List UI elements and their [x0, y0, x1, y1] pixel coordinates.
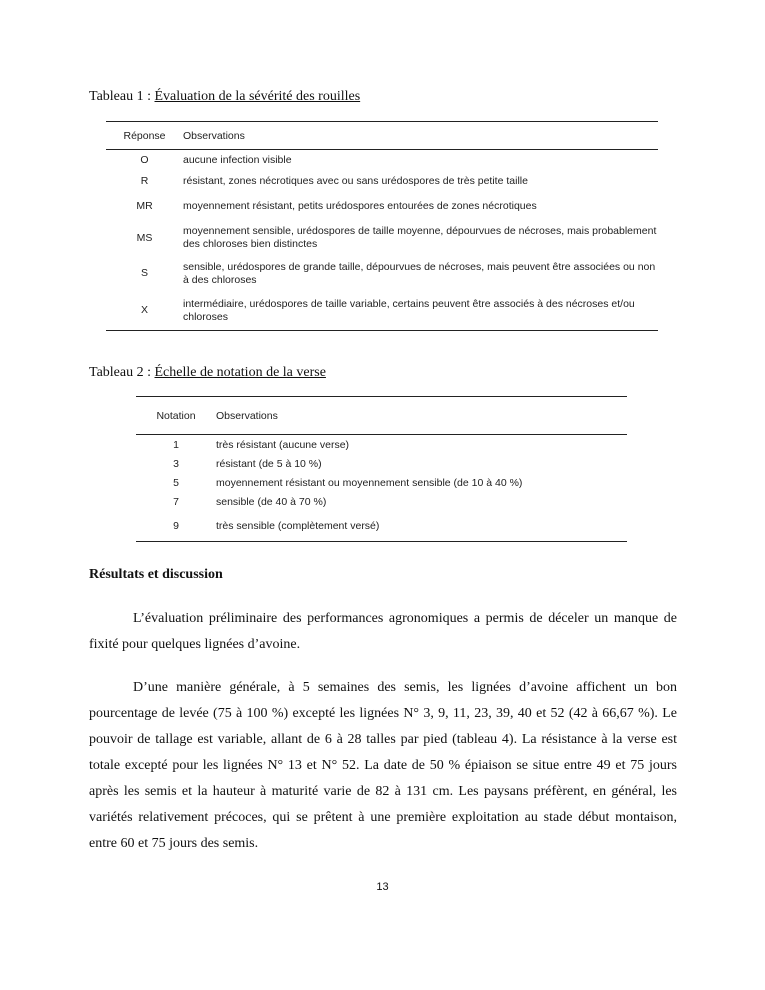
row-observation: sensible, urédospores de grande taille, dépourvues de nécroses, mais peuvent être associées ou non à des chloroses	[183, 260, 656, 286]
row-observation: très sensible (complètement versé)	[216, 520, 380, 533]
section-heading: Résultats et discussion	[89, 567, 223, 582]
table2-caption-prefix: Tableau 2 :	[89, 365, 155, 380]
table-row	[136, 493, 627, 512]
row-code: MR	[136, 200, 153, 212]
column-header-observations: Observations	[216, 409, 278, 422]
column-header-response: Réponse	[123, 129, 166, 142]
row-observation: aucune infection visible	[183, 153, 292, 166]
table-row	[136, 512, 627, 542]
table-row	[106, 256, 658, 292]
lodging-scale-table	[136, 396, 627, 542]
table2-caption	[89, 364, 326, 382]
column-header-notation: Notation	[156, 409, 196, 422]
table-row	[136, 474, 627, 493]
row-code: MS	[136, 231, 153, 244]
table-row	[106, 221, 658, 256]
table-header-row	[106, 122, 658, 150]
row-observation: intermédiaire, urédospores de taille variable, certains peuvent être associés à des nécroses et/ou chloroses	[183, 297, 635, 323]
table1-caption-title: Évaluation de la sévérité des rouilles	[154, 89, 361, 104]
row-observation: résistant, zones nécrotiques avec ou sans urédospores de très petite taille	[183, 175, 528, 187]
row-observation: sensible (de 40 à 70 %)	[216, 496, 327, 508]
row-observation: très résistant (aucune verse)	[216, 438, 350, 451]
table1-caption-prefix: Tableau 1 :	[89, 89, 155, 104]
table-row	[136, 455, 627, 474]
row-observation: moyennement sensible, urédospores de taille moyenne, dépourvues de nécroses, mais probablement des chloroses bien distinctes	[183, 225, 657, 250]
row-code: 9	[173, 520, 179, 533]
row-observation: résistant (de 5 à 10 %)	[216, 458, 322, 470]
row-code: X	[140, 304, 148, 317]
table1-caption	[89, 88, 360, 106]
table2-caption-title: Échelle de notation de la verse	[154, 365, 326, 380]
row-code: 7	[173, 496, 179, 508]
rust-severity-table	[106, 121, 658, 331]
row-observation: moyennement résistant ou moyennement sensible (de 10 à 40 %)	[216, 477, 523, 489]
table-row	[106, 150, 658, 171]
column-header-observations: Observations	[183, 129, 245, 142]
table-row	[136, 435, 627, 455]
table-row	[106, 193, 658, 221]
row-code: O	[140, 153, 149, 166]
row-code: 3	[173, 458, 179, 470]
paragraph-intro: L’évaluation préliminaire des performances agronomiques a permis de déceler un manque de fixité pour quelques lignées d’avoine.	[89, 611, 677, 652]
row-code: S	[140, 267, 148, 279]
page-number: 13	[376, 881, 389, 893]
row-observation: moyennement résistant, petits urédospores entourées de zones nécrotiques	[183, 200, 537, 212]
table-row	[106, 171, 658, 193]
row-code: 1	[173, 438, 179, 451]
table-header-row	[136, 397, 627, 435]
table-row	[106, 292, 658, 331]
paragraph-results: D’une manière générale, à 5 semaines des semis, les lignées d’avoine affichent un bon pourcentage de levée (75 à 100 %) excepté les lignées N° 3, 9, 11, 23, 39, 40 et 52 (42 à 66,67 %). Le pouvoir de tallage est variable, allant de 6 à 28 talles par pied (tableau 4). La résistance à la verse est totale excepté pour les lignées N° 13 et N° 52. La date de 50 % épiaison se situe entre 49 et 75 jours après les semis et la hauteur à maturité varie de 82 à 131 cm. Les paysans préfèrent, en général, les variétés relativement précoces, qui se prêtent à une première exploitation au stade début montaison, entre 60 et 75 jours des semis.	[89, 680, 677, 851]
row-code: 5	[173, 477, 179, 489]
row-code: R	[140, 175, 149, 187]
